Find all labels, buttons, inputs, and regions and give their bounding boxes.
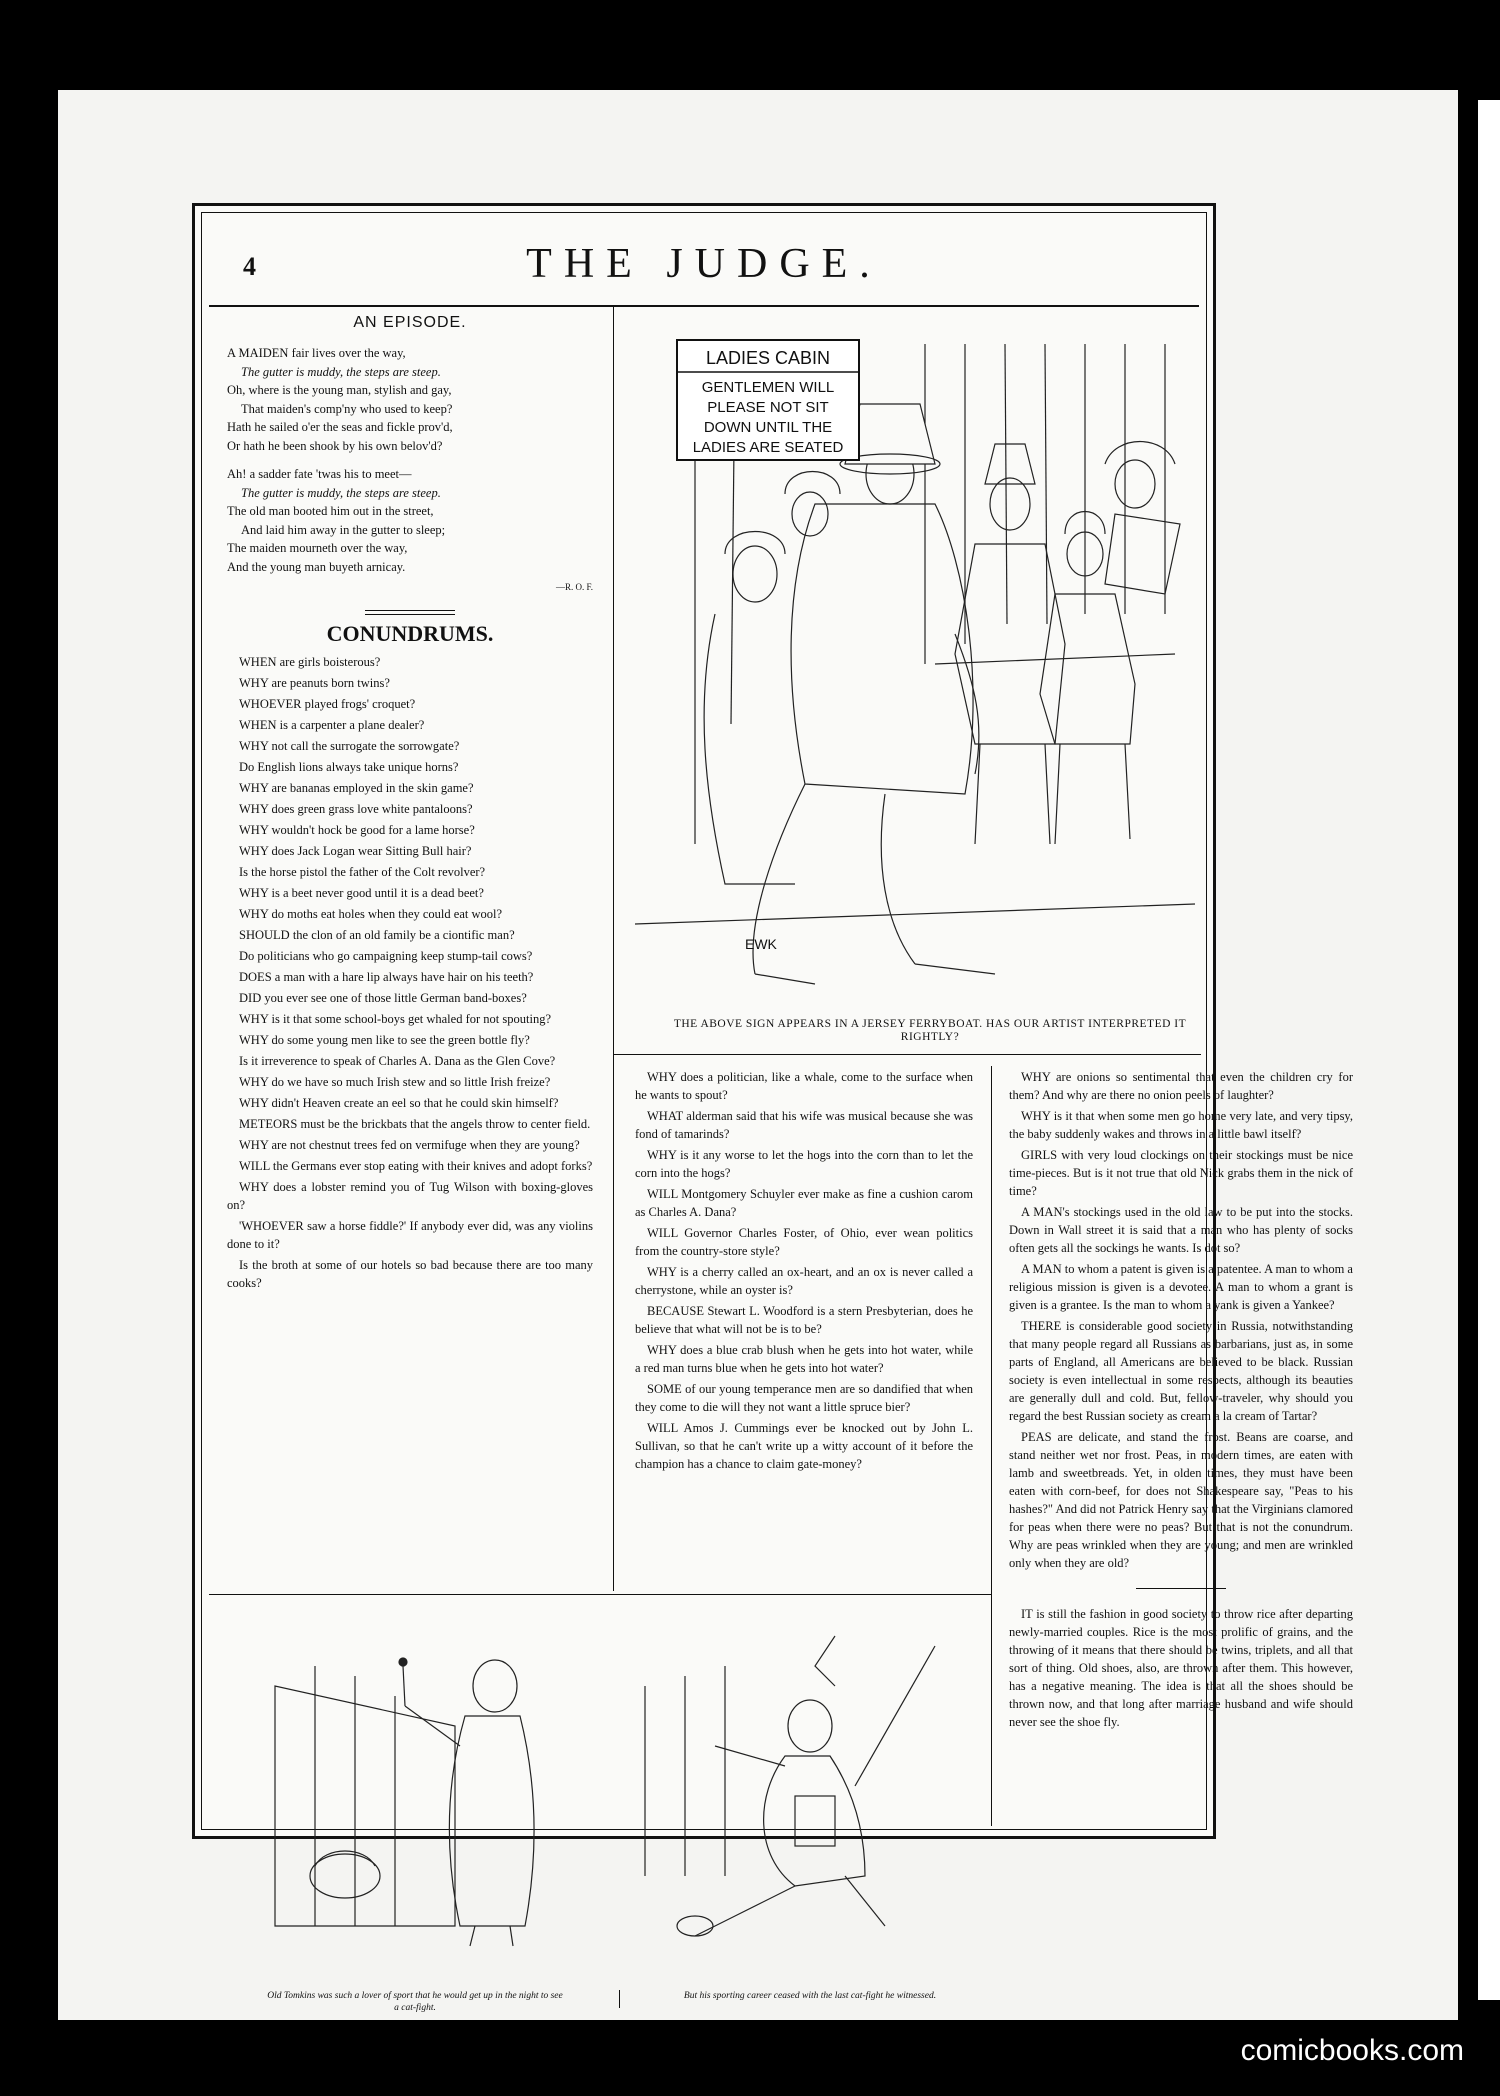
conundrum-item: WHY are not chestnut trees fed on vermifuge when they are young?: [239, 1138, 580, 1152]
sign-line-3: PLEASE NOT SIT: [707, 399, 829, 416]
cat-fight-illustration-right: [635, 1626, 955, 1956]
conundrum-item: 'WHOEVER saw a horse fiddle?' If anybody ever did, was any violins done to it?: [227, 1219, 593, 1251]
col-divider-mid: [991, 1066, 992, 1826]
caption-divider: [619, 1990, 620, 2008]
conundrum-item: WHOEVER played frogs' croquet?: [239, 697, 416, 711]
conundrum-item: Do English lions always take unique horns?: [239, 760, 459, 774]
conundrum-item: WILL Montgomery Schuyler ever make as fine a cushion carom as Charles A. Dana?: [635, 1187, 973, 1219]
conundrum-item: BECAUSE Stewart L. Woodford is a stern Presbyterian, does he believe that what will not be is to be?: [635, 1304, 973, 1336]
conundrum-item: WHY is it that when some men go home very late, and very tipsy, the baby suddenly wakes and throws in a little bawl itself?: [1009, 1109, 1353, 1141]
conundrum-item: A MAN to whom a patent is given is a patentee. A man to whom a religious mission is given is a devotee. A man to whom a grant is given is a grantee. Is the man to whom a yank is given a Yankee?: [1009, 1262, 1353, 1312]
conundrums-title: CONUNDRUMS.: [326, 621, 494, 646]
conundrum-item: WHEN are girls boisterous?: [239, 655, 381, 669]
conundrum-item: THERE is considerable good society in Russia, notwithstanding that many people regard all Russians as barbarians, just as, in some parts of England, all Americans are believed to be black. Russian society is even intellectual in some respects, although its beauties are generally dull and cold. But, fellow-traveler, why should you regard the best Russian society as cream a la cream of Tartar?: [1009, 1319, 1353, 1423]
poem-line: That maiden's comp'ny who used to keep?: [241, 401, 453, 416]
ferryboat-cartoon: [635, 324, 1195, 1014]
poem-line: A MAIDEN fair lives over the way,: [227, 346, 406, 360]
conundrum-item: WHY does a politician, like a whale, come to the surface when he wants to spout?: [635, 1070, 973, 1102]
poem-signature: —R. O. F.: [555, 582, 593, 592]
right-column: [1009, 1068, 1353, 1734]
poem-line: Or hath he been shook by his own belov'd?: [227, 438, 443, 453]
conundrum-item: A MAN's stockings used in the old law to be put into the stocks. Down in Wall street it is said that a man who has plenty of socks often gets all the sockings he wants. Is dot so?: [1009, 1205, 1353, 1255]
conundrum-item: WHEN is a carpenter a plane dealer?: [239, 718, 425, 732]
conundrum-item: DID you ever see one of those little German band-boxes?: [239, 991, 527, 1005]
conundrum-item: WHY is it that some school-boys get whaled for not spouting?: [239, 1012, 551, 1026]
conundrum-item: WHY are peanuts born twins?: [239, 676, 390, 690]
header-rule: [209, 305, 1199, 307]
poem-line: The gutter is muddy, the steps are steep.: [241, 364, 441, 379]
conundrum-item: METEORS must be the brickbats that the angels throw to center field.: [239, 1117, 591, 1131]
col-divider-left: [613, 306, 614, 1591]
left-illustration-caption: Old Tomkins was such a lover of sport that he would get up in the night to see a cat-fight.: [267, 1991, 563, 2013]
conundrum-item: WHY wouldn't hock be good for a lame horse?: [239, 823, 475, 837]
bottom-section-rule: [209, 1594, 991, 1595]
left-column: [227, 314, 593, 1295]
watermark-text: comicbooks.com: [1240, 2034, 1464, 2067]
conundrum-item: PEAS are delicate, and stand the frost. Beans are coarse, and stand neither wet nor frost. Peas, in modern times, are eaten with lamb and sweetbreads. Yet, in olden times, they must have been eaten with corn-beef, for does not Shakespeare say, "Peas to his hashes?" And did not Patrick Henry say that the Virginians clamored for peas when there were no peas? But that is not the conundrum. Why are peas wrinkled when they are young; and men are wrinkled only when they are old?: [1009, 1430, 1353, 1570]
rice-paragraph: IT is still the fashion in good society to throw rice after departing newly-married couples. Rice is the most prolific of grains, and the throwing of it means that there should be twins, triplets, and all that sort of thing. Old shoes, also, are thrown after them. This however, has a negative meaning. The idea is that all the shoes should be thrown now, and that long after marriage husband and wife should never see the shoe fly.: [1009, 1607, 1353, 1729]
conundrum-item: WHY are onions so sentimental that even the children cry for them? And why are there no onion peels of laughter?: [1009, 1070, 1353, 1102]
conundrum-item: Is the horse pistol the father of the Colt revolver?: [239, 865, 486, 879]
conundrums-column-2: [635, 1068, 973, 1476]
conundrum-item: WHY does a blue crab blush when he gets into hot water, while a red man turns blue when he gets into hot water?: [635, 1343, 973, 1375]
poem-line: And laid him away in the gutter to sleep;: [241, 522, 446, 537]
artist-signature: EWK: [745, 936, 777, 952]
conundrum-item: Do politicians who go campaigning keep stump-tail cows?: [239, 949, 533, 963]
cartoon-caption: THE ABOVE SIGN APPEARS IN A JERSEY FERRYBOAT. HAS OUR ARTIST INTERPRETED IT RIGHTLY?: [673, 1018, 1187, 1043]
conundrum-item: WHY do we have so much Irish stew and so little Irish freize?: [239, 1075, 551, 1089]
conundrum-item: WHY is a beet never good until it is a dead beet?: [239, 886, 484, 900]
page-number: 4: [243, 252, 256, 281]
conundrum-item: WHY does green grass love white pantaloons?: [239, 802, 473, 816]
conundrum-item: Is it irreverence to speak of Charles A. Dana as the Glen Cove?: [239, 1054, 556, 1068]
poem-line: Ah! a sadder fate 'twas his to meet—: [227, 467, 412, 481]
section-rule: [1136, 1588, 1226, 1589]
conundrum-item: WHY didn't Heaven create an eel so that he could skin himself?: [239, 1096, 559, 1110]
sign-line-4: DOWN UNTIL THE: [703, 419, 833, 436]
right-illustration-caption: But his sporting career ceased with the last cat-fight he witnessed.: [683, 1991, 937, 2001]
sign-line-1: LADIES CABIN: [705, 348, 831, 368]
poem-stanza-1: [227, 344, 593, 455]
double-rule: [365, 610, 455, 615]
cartoon-bottom-rule: [613, 1054, 1201, 1055]
poem-stanza-2: [227, 465, 593, 576]
conundrum-item: GIRLS with very loud clockings on their stockings must be nice time-pieces. But is it not true that old Nick grabs them in the nick of time?: [1009, 1148, 1353, 1198]
poem-line: The gutter is muddy, the steps are steep.: [241, 485, 441, 500]
poem-line: Hath he sailed o'er the seas and fickle prov'd,: [227, 420, 453, 434]
conundrum-item: WHY do moths eat holes when they could eat wool?: [239, 907, 503, 921]
poem-line: The maiden mourneth over the way,: [227, 541, 408, 555]
conundrums-column-3: [1009, 1068, 1353, 1572]
conundrum-item: DOES a man with a hare lip always have hair on his teeth?: [239, 970, 534, 984]
poem-line: And the young man buyeth arnicay.: [227, 559, 406, 574]
episode-title: AN EPISODE.: [353, 314, 467, 331]
conundrum-item: WHY is a cherry called an ox-heart, and an ox is never called a cherrystone, while an oyster is?: [635, 1265, 973, 1297]
cat-fight-illustration-left: [255, 1626, 575, 1956]
conundrums-column-1: [227, 653, 593, 1292]
poem-line: Oh, where is the young man, stylish and gay,: [227, 383, 452, 397]
conundrum-item: WILL Governor Charles Foster, of Ohio, ever wean politics from the country-store style?: [635, 1226, 973, 1258]
poem-line: The old man booted him out in the street,: [227, 504, 434, 518]
conundrum-item: SOME of our young temperance men are so dandified that when they come to die will they not want a little spruce bier?: [635, 1382, 973, 1414]
next-page-edge: [1478, 100, 1500, 2000]
conundrum-item: WHY does Jack Logan wear Sitting Bull hair?: [239, 844, 472, 858]
conundrum-item: WILL Amos J. Cummings ever be knocked out by John L. Sullivan, so that he can't write up a witty account of it before the champion has a chance to claim gate-money?: [635, 1421, 973, 1471]
conundrum-item: WHY is it any worse to let the hogs into the corn than to let the corn into the hogs?: [635, 1148, 973, 1180]
conundrum-item: WILL the Germans ever stop eating with their knives and adopt forks?: [239, 1159, 593, 1173]
conundrum-item: WHY does a lobster remind you of Tug Wilson with boxing-gloves on?: [227, 1180, 593, 1212]
page-frame: [192, 203, 1353, 2013]
sign-line-5: LADIES ARE SEATED: [692, 439, 844, 456]
conundrum-item: WHY are bananas employed in the skin game?: [239, 781, 474, 795]
masthead-title: THE JUDGE.: [526, 241, 882, 287]
sign-line-2: GENTLEMEN WILL: [701, 379, 835, 396]
conundrum-item: SHOULD the clon of an old family be a ciontific man?: [239, 928, 515, 942]
conundrum-item: WHY do some young men like to see the green bottle fly?: [239, 1033, 530, 1047]
conundrum-item: WHY not call the surrogate the sorrowgate?: [239, 739, 460, 753]
conundrum-item: Is the broth at some of our hotels so bad because there are too many cooks?: [227, 1258, 593, 1290]
conundrum-item: WHAT alderman said that his wife was musical because she was fond of tamarinds?: [635, 1109, 973, 1141]
